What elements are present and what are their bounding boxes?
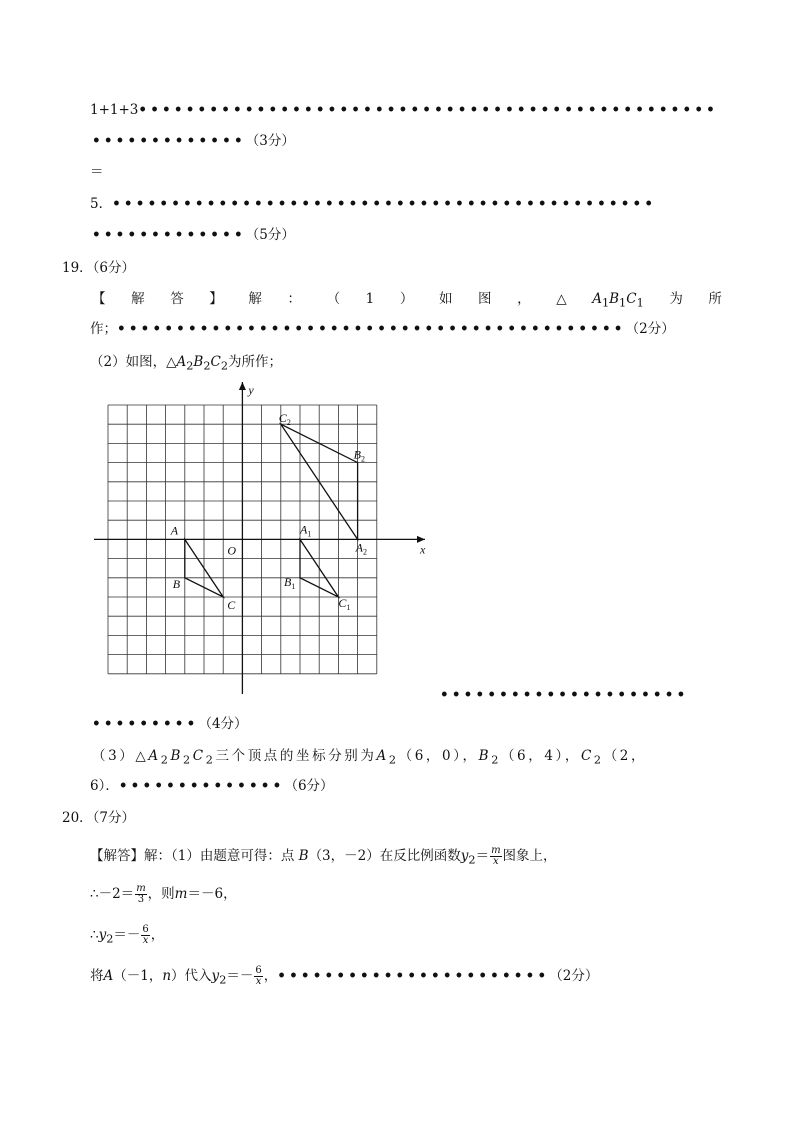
line-3 — [90, 163, 104, 181]
text: （－1， — [113, 968, 163, 984]
label-c1: $C_1$ — [338, 596, 351, 612]
triangle-a1b1c1: $A_1B_1C_1$ — [592, 291, 644, 310]
q19-part1-line1 — [92, 290, 722, 313]
score: （2分） — [625, 321, 675, 337]
numerator: 6 — [142, 924, 149, 935]
text: 作； — [90, 321, 117, 337]
label-b2: $B_2$ — [353, 447, 365, 464]
q20-header — [62, 809, 135, 827]
word: 所 — [708, 291, 722, 307]
word: ： — [287, 291, 301, 307]
leader-dots: •••••••••••••• — [118, 778, 285, 794]
q20-header-text: 20．（7分） — [62, 810, 136, 826]
numerator: m — [136, 883, 146, 894]
word: 如 — [438, 291, 453, 307]
text: 【解答】解：（1）由题意可得：点 — [90, 848, 295, 864]
leader-dots: ••••••••••••••••••••••••••••••••••••••••••• — [117, 321, 626, 337]
fraction-6-x — [141, 925, 149, 946]
word: ， — [517, 291, 531, 307]
label-b1: $B_1$ — [284, 574, 296, 591]
text: ， — [150, 927, 165, 943]
text: ＝－ — [226, 968, 254, 984]
q19-header — [62, 259, 135, 277]
word: 为 — [669, 291, 683, 307]
leader-dots: ••••••••• — [92, 716, 199, 732]
sub: 2 — [219, 973, 227, 987]
var-m: m — [174, 886, 188, 902]
leader-dots: ••••••••••••••••••••• — [440, 687, 689, 703]
word: 图 — [478, 291, 492, 307]
label-a1: $A_1$ — [300, 522, 312, 539]
word: 1 — [365, 291, 375, 307]
label-a: A — [170, 523, 179, 538]
y-axis-label: y — [248, 383, 254, 397]
line-2 — [92, 132, 295, 150]
leader-dots: ••••••••••••••••••••••••••••••••••••••••••••••••• — [138, 102, 718, 118]
point-b: B — [298, 848, 309, 864]
fraction-m-3 — [135, 884, 146, 905]
score: （6分） — [284, 778, 334, 794]
var-y: y — [211, 968, 220, 984]
leader-dots: ••••••••••••• — [92, 227, 246, 243]
score: （3分） — [245, 133, 295, 149]
text: 图象上， — [502, 848, 557, 864]
leader-dots: ••••••••••••••••••••••• — [277, 968, 550, 984]
leader-dots: •••••••••••••••••••••••••••••••••••••••••••••• — [112, 196, 657, 212]
leader-dots: ••••••••••••• — [92, 133, 246, 149]
label-a2: $A_2$ — [355, 540, 367, 557]
q19-part3-line1 — [92, 747, 724, 770]
q19-part1-line2 — [90, 320, 675, 338]
numerator: m — [491, 845, 501, 856]
label-b: B — [172, 576, 181, 591]
value-5: 5． — [90, 196, 113, 212]
equals-sign: ＝ — [90, 164, 104, 180]
score: （5分） — [245, 227, 295, 243]
line-4 — [90, 195, 656, 213]
word: （ — [326, 291, 341, 307]
line-1 — [90, 101, 718, 119]
sub: 2 — [106, 932, 114, 946]
text: ＝－ — [113, 927, 141, 943]
label-c: C — [227, 598, 236, 612]
word: △ — [556, 291, 567, 307]
coordinate-figure — [90, 378, 435, 698]
text: ）代入 — [171, 968, 212, 984]
y-axis-arrow — [239, 382, 246, 390]
point-a: A — [103, 968, 114, 984]
text: ＝－6， — [187, 886, 237, 902]
text: 6）． — [90, 778, 119, 794]
denominator: 3 — [137, 894, 145, 905]
denominator: x — [255, 976, 262, 987]
q19-part3-line2 — [90, 777, 334, 795]
word: 解 — [248, 291, 262, 307]
var-n: n — [162, 968, 172, 984]
word: 】 — [209, 291, 223, 307]
word: ） — [399, 291, 414, 307]
var-y: y — [98, 927, 107, 943]
text: ，则 — [147, 886, 175, 902]
var-y: y — [460, 848, 469, 864]
origin-label: O — [227, 543, 237, 558]
score: （4分） — [198, 716, 248, 732]
text: 将 — [90, 968, 104, 984]
sub: 2 — [468, 853, 476, 867]
text: ， — [263, 968, 278, 984]
q19-part2 — [90, 353, 282, 376]
label-c2: $C_2$ — [278, 411, 291, 428]
word: 【 — [92, 291, 106, 307]
score: （2分） — [549, 968, 599, 984]
part3-text: $(3)\triangle A_2B_2C_2$三个顶点的坐标分别为$A_2(6$，0），$B_2(6$，4），$C_2(2$， — [92, 748, 648, 767]
word: 解 — [131, 291, 145, 307]
text: ∴ — [90, 927, 99, 943]
q20-step3 — [90, 925, 164, 949]
after-figure-line2 — [92, 715, 248, 733]
part2-text: （2）如图，$\triangle A_2B_2C_2$为所作； — [90, 354, 283, 373]
fraction-6-x — [254, 966, 262, 987]
expr-1-1-3: 1+1+3 — [90, 102, 139, 118]
text: ∴－2＝ — [90, 886, 135, 902]
q20-step2 — [90, 884, 237, 905]
q20-step1 — [90, 846, 557, 870]
after-figure-line — [440, 686, 688, 704]
fraction-m-x — [490, 846, 501, 867]
numerator: 6 — [255, 965, 262, 976]
x-axis-label: x — [420, 542, 426, 557]
word: 答 — [170, 291, 184, 307]
line-5 — [92, 226, 295, 244]
text: （3，－2）在反比例函数 — [308, 848, 461, 864]
denominator: x — [492, 856, 499, 867]
q20-step4 — [90, 966, 598, 990]
denominator: x — [142, 935, 149, 946]
q19-header-text: 19．（6分） — [62, 260, 136, 276]
text: ＝ — [475, 848, 490, 864]
